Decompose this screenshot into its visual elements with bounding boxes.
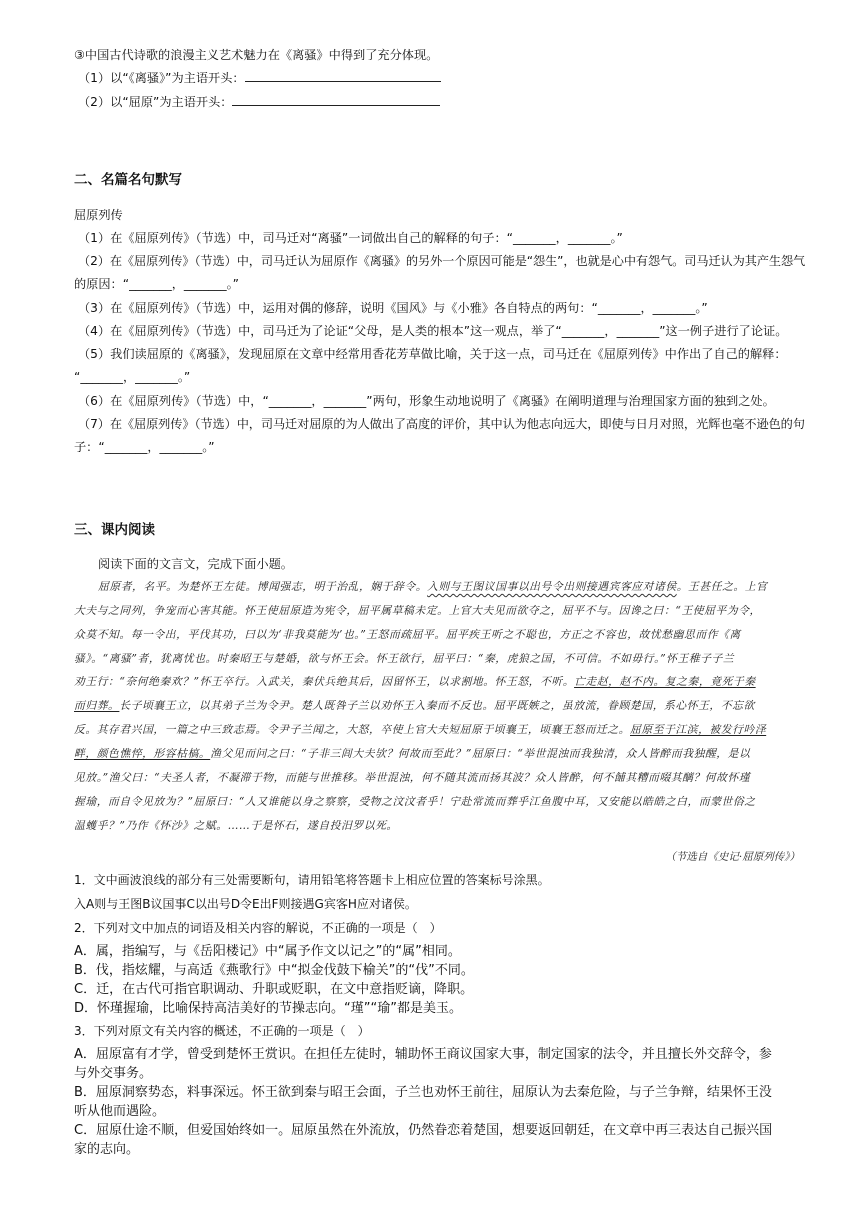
section-2-topic: 屈原列传 bbox=[74, 208, 123, 222]
wavy-underlined-sentence: 入则与王图议国事以出号令出则接遇宾客应对诸侯 bbox=[427, 580, 677, 593]
question-3-option-b-line2[interactable]: 听从他而遇险。 bbox=[74, 1104, 166, 1119]
question-2: 2．下列对文中加点的词语及相关内容的解说，不正确的一项是（ ） bbox=[74, 921, 442, 935]
question-2-option-a[interactable]: A．属，指编写，与《岳阳楼记》中“属予作文以记之”的“属”相同。 bbox=[74, 944, 461, 959]
question-3-option-a-line1[interactable]: A．屈原富有才学，曾受到楚怀王赏识。在担任左徒时，辅助怀王商议国家大事，制定国家的法令，并且擅长外交辞令，参 bbox=[74, 1047, 772, 1062]
passage-line-6 bbox=[74, 699, 755, 713]
rewrite-label-2: （2）以“屈原”为主语开头： bbox=[78, 95, 233, 109]
question-2-option-d[interactable]: D．怀瑾握瑜，比喻保持高洁美好的节操志向。“瑾”“瑜”都是美玉。 bbox=[74, 1001, 462, 1016]
question-3-option-c-line1[interactable]: C．屈原仕途不顺，但爱国始终如一。屈原虽然在外流放，仍然眷恋着楚国，想要返回朝廷，在文章中再三表达自己振兴国 bbox=[74, 1123, 773, 1138]
answer-blank-1[interactable] bbox=[245, 70, 441, 82]
passage-line-8 bbox=[74, 747, 750, 761]
item-3-statement: ③中国古代诗歌的浪漫主义艺术魅力在《离骚》中得到了充分体现。 bbox=[74, 48, 439, 62]
dictation-q3: （3）在《屈原列传》（节选）中，运用对偶的修辞，说明《国风》与《小雅》各自特点的两句：“_______，_______。” bbox=[78, 301, 708, 315]
answer-blank-2[interactable] bbox=[232, 94, 440, 106]
question-1: 1．文中画波浪线的部分有三处需要断句，请用铅笔将答题卡上相应位置的答案标号涂黑。 bbox=[74, 873, 550, 887]
section-2-heading: 二、名篇名句默写 bbox=[74, 172, 182, 188]
passage-line-11: 温蠖乎？”乃作《怀沙》之赋。……于是怀石，遂自投汨罗以死。 bbox=[74, 819, 398, 832]
dictation-q2-line2: 的原因：“_______，_______。” bbox=[74, 277, 239, 291]
passage-source: （节选自《史记·屈原列传》） bbox=[665, 851, 800, 863]
dictation-q6: （6）在《屈原列传》（节选）中，“_______，_______”两句，形象生动地说明了《离骚》在阐明道理与治理国家方面的独到之处。 bbox=[78, 394, 775, 408]
question-1-options: 入A则与王图B议国事C以出号D令E出F则接遇G宾客H应对诸侯。 bbox=[74, 897, 417, 911]
passage-text: 劝王行：“奈何绝秦欢？”怀王卒行。入武关，秦伏兵绝其后，因留怀王，以求割地。怀王怒，不听。 bbox=[74, 675, 575, 688]
passage-line-3: 众莫不知。每一令出，平伐其功，曰以为‘非我莫能为’也。”王怒而疏屈平。屈平疾王听之不聪也，方正之不容也，故忧愁幽思而作《离 bbox=[74, 628, 741, 641]
passage-text: 反。其存君兴国，一篇之中三致志焉。令尹子兰闻之，大怒，卒使上官大夫短屈原于顷襄王，顷襄王怒而迁之。 bbox=[74, 723, 630, 736]
passage-text: 屈原者，名平。为楚怀王左徒。博闻强志，明于治乱，娴于辞令。 bbox=[98, 580, 428, 593]
question-2-option-b[interactable]: B．伐，指炫耀，与高适《燕歌行》中“拟金伐鼓下榆关”的“伐”不同。 bbox=[74, 963, 474, 978]
underlined-sentence: 亡走赵，赵不内。复之秦，竟死于秦 bbox=[574, 675, 756, 688]
reading-instruction: 阅读下面的文言文，完成下面小题。 bbox=[98, 557, 293, 571]
passage-line-4: 骚》。“离骚”者，犹离忧也。时秦昭王与楚婚，欲与怀王会。怀王欲行，屈平曰：“秦，虎狼之国，不可信。不如毋行。”怀王稚子子兰 bbox=[74, 652, 735, 665]
question-3: 3．下列对原文有关内容的概述，不正确的一项是（ ） bbox=[74, 1024, 370, 1038]
dictation-q2-line1: （2）在《屈原列传》（节选）中，司马迁认为屈原作《离骚》的另外一个原因可能是“怨生”，也就是心中有怨气。司马迁认为其产生怨气 bbox=[78, 254, 806, 268]
passage-line-5 bbox=[74, 675, 756, 689]
passage-text: 渔父见而问之曰：“子非三闾大夫欤？何故而至此？”屈原曰：“举世混浊而我独清，众人皆醉而我独醒，是以 bbox=[210, 747, 751, 760]
passage-line-7 bbox=[74, 723, 766, 737]
passage-line-9: 见放。”渔父曰：“夫圣人者，不凝滞于物，而能与世推移。举世混浊，何不随其流而扬其波？众人皆醉，何不餔其糟而啜其醨？何故怀瑾 bbox=[74, 771, 751, 784]
dictation-q1: （1）在《屈原列传》（节选）中，司马迁对“离骚”一词做出自己的解释的句子：“_______，_______。” bbox=[78, 231, 623, 245]
passage-text: 长子顷襄王立，以其弟子兰为令尹。楚人既咎子兰以劝怀王入秦而不反也。屈平既嫉之，虽放流，眷顾楚国，系心怀王，不忘欲 bbox=[119, 699, 755, 712]
question-3-option-a-line2[interactable]: 与外交事务。 bbox=[74, 1066, 153, 1081]
dictation-q7-line1: （7）在《屈原列传》（节选）中，司马迁对屈原的为人做出了高度的评价，其中认为他志向远大，即使与日月对照，光辉也毫不逊色的句 bbox=[78, 417, 805, 431]
rewrite-line-1 bbox=[78, 70, 441, 86]
passage-line-1 bbox=[98, 580, 767, 594]
dictation-q4: （4）在《屈原列传》（节选）中，司马迁为了论证“父母，是人类的根本”这一观点，举了“_______，_______”这一例子进行了论证。 bbox=[78, 324, 788, 338]
underlined-sentence: 畔，颜色憔悴，形容枯槁。 bbox=[74, 747, 211, 760]
rewrite-line-2 bbox=[78, 94, 440, 110]
rewrite-label-1: （1）以“《离骚》”为主语开头： bbox=[78, 71, 245, 85]
underlined-sentence: 而归葬。 bbox=[74, 699, 120, 712]
dictation-q7-line2: 子：“_______，_______。” bbox=[74, 440, 215, 454]
passage-line-10: 握瑜，而自令见放为？”屈原曰：“人又谁能以身之察察，受物之汶汶者乎！宁赴常流而葬乎江鱼腹中耳，又安能以皓皓之白，而蒙世俗之 bbox=[74, 795, 756, 808]
question-3-option-b-line1[interactable]: B．屈原洞察势态，料事深远。怀王欲到秦与昭王会面，子兰也劝怀王前往，屈原认为去秦危险，与子兰争辩，结果怀王没 bbox=[74, 1085, 772, 1100]
dictation-q5-line1: （5）我们读屈原的《离骚》，发现屈原在文章中经常用香花芳草做比喻，关于这一点，司马迁在《屈原列传》中作出了自己的解释： bbox=[78, 347, 787, 361]
question-2-option-c[interactable]: C．迁，在古代可指官职调动、升职或贬职，在文中意指贬谪，降职。 bbox=[74, 982, 474, 997]
underlined-sentence: 屈原至于江滨，被发行吟泽 bbox=[630, 723, 767, 736]
passage-line-2: 大夫与之同列，争宠而心害其能。怀王使屈原造为宪令，屈平属草稿未定。上官大夫见而欲夺之，屈平不与。因谗之曰：“王使屈平为令， bbox=[74, 604, 761, 617]
passage-text: 。王甚任之。上官 bbox=[676, 580, 768, 593]
section-3-heading: 三、课内阅读 bbox=[74, 522, 155, 538]
question-3-option-c-line2[interactable]: 家的志向。 bbox=[74, 1142, 140, 1157]
dictation-q5-line2: “_______，_______。” bbox=[74, 370, 191, 384]
